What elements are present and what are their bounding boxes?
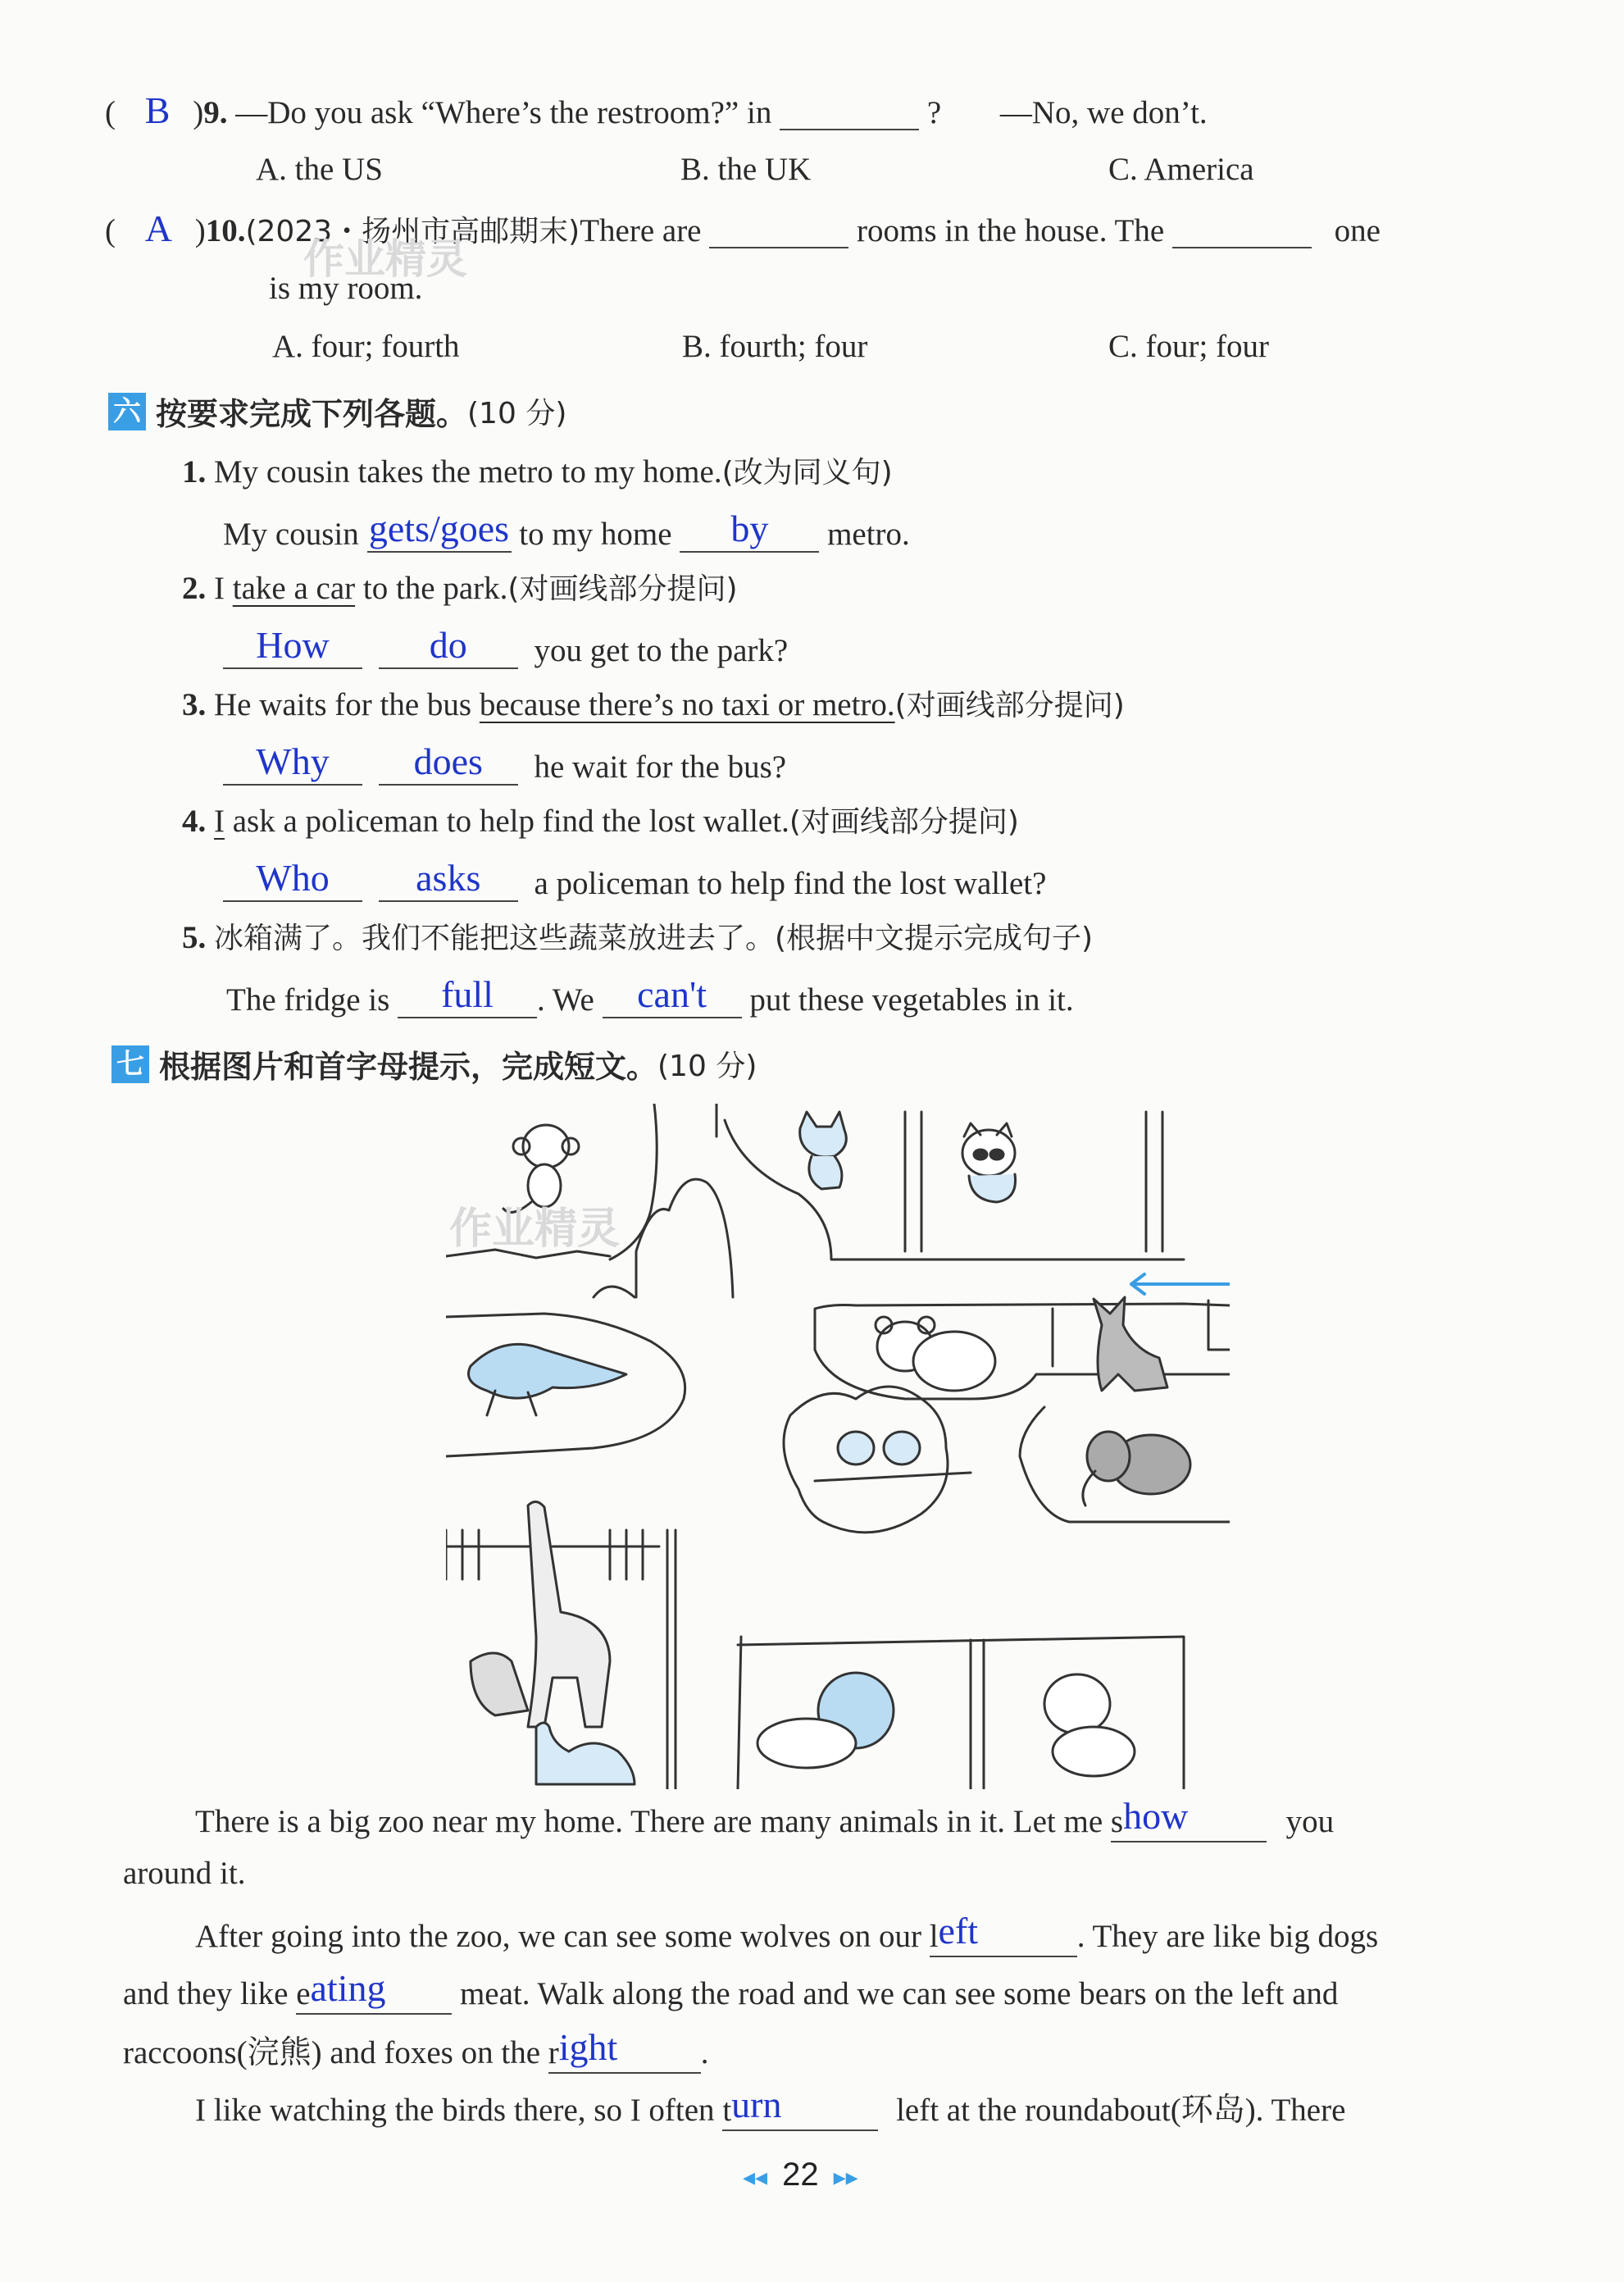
tiger-icon <box>1044 1674 1135 1776</box>
s6-item1-blank1: gets/goes <box>368 508 510 549</box>
s7-para2-line2: and they like eating meat. Walk along the road and we can see some bears on the left and <box>123 1970 1338 2015</box>
s7-blank-eating: ating <box>310 1967 386 2009</box>
s6-item1-answer: My cousin gets/goes to my home by metro. <box>223 508 910 552</box>
s6-item3-blank2: does <box>413 740 483 782</box>
camel-icon <box>536 1723 635 1784</box>
s7-blank-turn: urn <box>731 2084 782 2125</box>
s6-item5-blank2: can't <box>637 973 707 1015</box>
s6-item3-blank1: Why <box>256 740 330 782</box>
s7-blank-left: eft <box>938 1910 979 1952</box>
section7-title: 根据图片和首字母提示，完成短文。 <box>159 1049 658 1085</box>
underlined-phrase: take a car <box>232 571 356 606</box>
next-arrows-icon: ▸▸ <box>833 2163 858 2192</box>
q9-option-c: C. America <box>1108 152 1254 187</box>
lion-icon <box>757 1673 894 1768</box>
section7-badge: 七 <box>111 1045 149 1083</box>
s6-item2-answer: How do you get to the park? <box>223 630 788 669</box>
s6-item4-blank1: Who <box>256 857 330 899</box>
q10-line-2: is my room. <box>269 271 423 306</box>
zebra-icon <box>471 1653 528 1715</box>
s7-para2-line1: After going into the zoo, we can see some wolves on our left . They are like big dogs <box>195 1912 1378 1957</box>
watermark-2: 作业精灵 <box>449 1205 621 1254</box>
section6-header: 六 按要求完成下列各题。(10 分) <box>108 389 566 434</box>
s6-item3-question: 3. He waits for the bus because there’s no taxi or metro.(对画线部分提问) <box>182 687 1125 722</box>
wolf-icon <box>1094 1297 1167 1391</box>
s7-blank-show: how <box>1123 1795 1189 1837</box>
s6-item3-answer: Why does he wait for the bus? <box>223 746 786 786</box>
s6-item2-blank2: do <box>429 624 467 666</box>
s6-item2-question: 2. I take a car to the park.(对画线部分提问) <box>182 571 738 606</box>
s7-para2-line3: raccoons(浣熊) and foxes on the right . <box>123 2027 709 2074</box>
s6-item4-question: 4. I ask a policeman to help find the lost wallet.(对画线部分提问) <box>182 804 1019 839</box>
s6-item4-blank2: asks <box>416 857 481 899</box>
q10-option-b: B. fourth; four <box>682 329 868 364</box>
section7-header: 七 根据图片和首字母提示，完成短文。(10 分) <box>111 1041 757 1086</box>
s7-para3-line1: I like watching the birds there, so I often turn left at the roundabout(环岛). There <box>195 2084 1345 2131</box>
crocodile-icon <box>469 1344 627 1415</box>
s7-para1-line1: There is a big zoo near my home. There are many animals in it. Let me show you <box>195 1797 1334 1842</box>
s6-item5-answer: The fridge is full . We can't put these vegetables in it. <box>226 973 1074 1018</box>
s7-para1-line2: around it. <box>123 1856 246 1891</box>
q10-option-c: C. four; four <box>1108 329 1270 364</box>
q9-option-b: B. the UK <box>680 152 812 187</box>
s7-blank-right: ight <box>558 2026 618 2068</box>
q10-blank-1 <box>709 215 848 248</box>
q10-answer: A <box>144 207 172 249</box>
q9-answer: B <box>144 89 171 131</box>
s6-item2-blank1: How <box>256 624 330 666</box>
q9-line: ( B )9. —Do you ask “Where’s the restroom?” in ? —No, we don’t. <box>105 89 1208 131</box>
bear-icon <box>876 1317 995 1391</box>
page-footer <box>743 2157 858 2193</box>
raccoon-icon <box>962 1123 1016 1202</box>
s6-item5-blank1: full <box>441 973 494 1015</box>
q10-option-a: A. four; fourth <box>272 329 460 364</box>
s6-item1-blank2: by <box>730 508 769 549</box>
giraffe-icon <box>528 1501 610 1727</box>
underlined-phrase: I <box>214 804 225 839</box>
elephant-icon <box>1083 1432 1190 1505</box>
q10-blank-2 <box>1172 215 1312 248</box>
signpost-icon <box>1208 1300 1230 1350</box>
section6-badge: 六 <box>108 393 146 430</box>
q9-blank <box>780 97 919 130</box>
q9-option-a: A. the US <box>256 152 383 187</box>
s6-item4-answer: Who asks a policeman to help find the lost wallet? <box>223 863 1046 902</box>
fox-icon <box>800 1112 847 1189</box>
s6-item5-question: 5. 冰箱满了。我们不能把这些蔬菜放进去了。(根据中文提示完成句子) <box>182 920 1094 955</box>
prev-arrows-icon: ◂◂ <box>743 2163 768 2192</box>
watermark: 作业精灵 <box>303 235 467 283</box>
underlined-phrase: because there’s no taxi or metro. <box>479 687 895 722</box>
mountain-icon <box>636 1179 733 1297</box>
s6-item1-question: 1. My cousin takes the metro to my home.(改为同义句) <box>182 454 893 490</box>
q10-line: ( A )10.(2023・扬州市高邮期末)There are rooms in the house. The one <box>105 207 1381 249</box>
section6-title: 按要求完成下列各题。 <box>156 396 468 432</box>
entrance-arrow-icon <box>1131 1274 1230 1294</box>
page-number: 22 <box>782 2157 819 2193</box>
